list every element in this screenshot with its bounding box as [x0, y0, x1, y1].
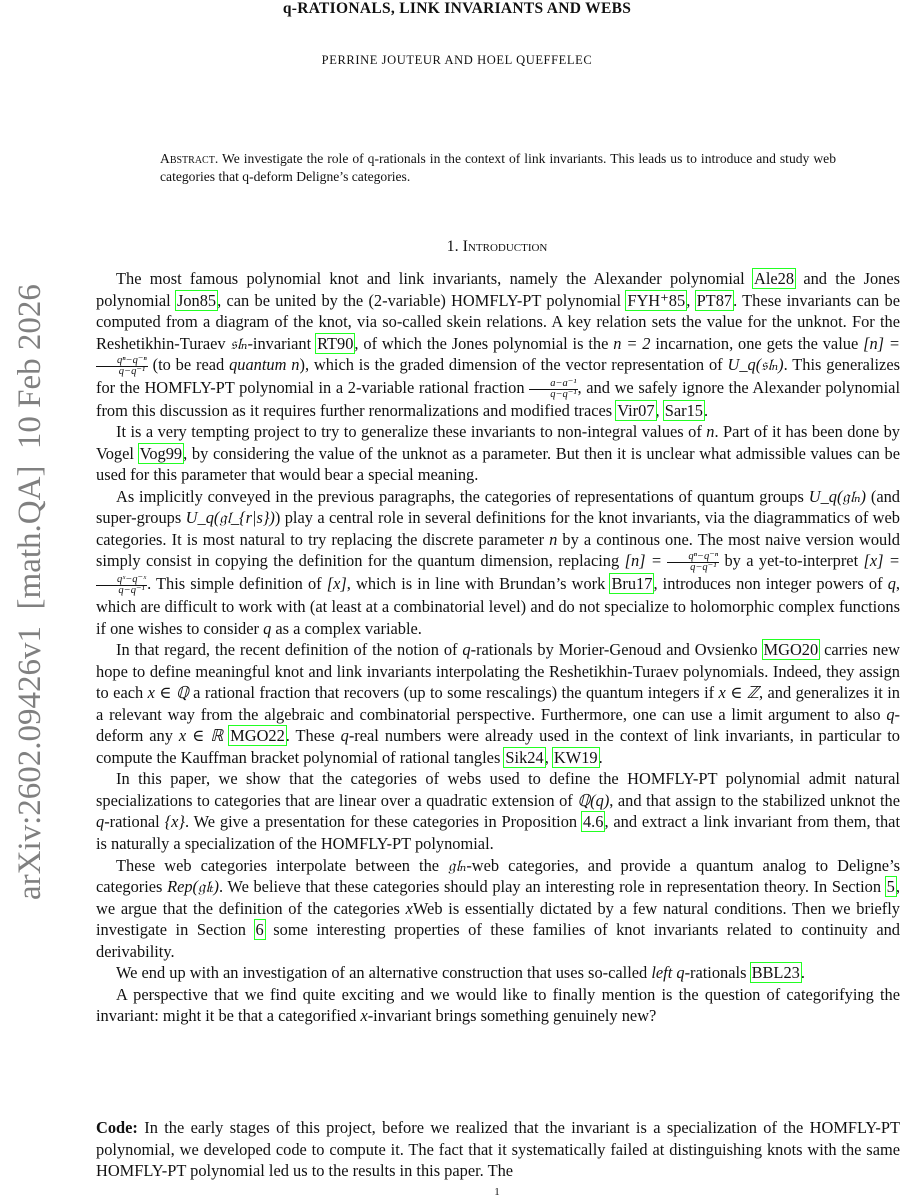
fraction: [96, 356, 148, 377]
text: -rationals by Morier-Genoud and Ovsienko: [470, 640, 763, 660]
text: , introduces non integer powers of: [653, 574, 888, 594]
math: n: [549, 529, 558, 549]
text: -invariant brings something genuinely new?: [367, 1006, 657, 1026]
math: n = 2: [613, 333, 651, 353]
citation-link[interactable]: MGO20: [763, 640, 819, 660]
code-paragraph: [96, 1117, 900, 1182]
citation-link[interactable]: KW19: [553, 747, 598, 767]
math: Rep(𝔤𝔩ₜ): [167, 877, 219, 897]
text: ), which is the graded dimension of the vector representation of: [299, 355, 728, 375]
introduction-body: [96, 268, 900, 1027]
text: As implicitly conveyed in the previous paragraphs, the categories of representations of quantum groups: [116, 486, 809, 506]
text: . This simple definition of: [147, 574, 327, 594]
math: q: [340, 726, 349, 746]
math: q: [96, 812, 105, 832]
denominator: q−q⁻¹: [118, 584, 145, 596]
text: ,: [686, 290, 696, 310]
numerator: qⁿ−q⁻ⁿ: [96, 356, 148, 367]
math: 𝔰𝔩ₙ: [230, 333, 248, 353]
text: -rationals: [684, 963, 751, 983]
text: -rational: [104, 812, 165, 832]
math: quantum n: [229, 355, 300, 375]
paragraph: [96, 962, 900, 984]
text: , and we safely ignore the Alexander polynomial from this discussion as it requires further renormalizations and modified traces: [96, 377, 900, 420]
code-text: In the early stages of this project, before we realized that the invariant is a specialization of the HOMFLY-PT polynomial, we developed code to compute it. The fact that it systematically failed at distinguishing knots with the same HOMFLY-PT polynomial led us to the results in this paper. The: [96, 1118, 900, 1181]
text: -deform any: [96, 704, 900, 746]
paper-authors: PERRINE JOUTEUR AND HOEL QUEFFELEC: [321, 53, 593, 67]
citation-link[interactable]: 6: [255, 920, 264, 940]
text: incarnation, one gets the value: [650, 333, 864, 353]
fraction: [667, 552, 719, 573]
citation-link[interactable]: Vir07: [617, 400, 655, 420]
math: n: [706, 422, 715, 442]
math: [x] =: [863, 551, 900, 571]
citation-link[interactable]: RT90: [317, 333, 354, 353]
citation-link[interactable]: Sar15: [664, 400, 703, 420]
math: [x]: [326, 574, 347, 594]
text: Web is essentially dictated by a few natural conditions. Then we briefly investigate in Section: [96, 898, 900, 940]
denominator: q−q⁻¹: [118, 365, 146, 377]
fraction: [96, 575, 147, 596]
text: . We give a presentation for these categories in Proposition: [184, 812, 582, 832]
section-heading: [0, 238, 914, 256]
citation-link[interactable]: PT87: [696, 290, 733, 310]
math: U_q(𝔤𝔩ₙ): [808, 486, 867, 506]
text: ,: [655, 400, 664, 420]
math: q: [887, 574, 896, 594]
text: by a yet-to-interpret: [719, 551, 864, 571]
text: .: [800, 963, 805, 983]
arxiv-stamp: arXiv:2602.09426v1 [math.QA] 10 Feb 2026: [12, 284, 48, 900]
text: ) play a central role in several definitions for the knot invariants, via the diagrammatics of web categories. It is most natural to try replacing the discrete parameter: [96, 508, 900, 549]
math: {x}: [164, 812, 185, 832]
text: . This generalizes for the HOMFLY-PT polynomial in a 2-variable rational fraction: [96, 355, 900, 397]
text: as a complex variable.: [271, 618, 422, 638]
text: and the Jones polynomial: [96, 269, 901, 310]
citation-link[interactable]: 5: [886, 877, 895, 897]
citation-link[interactable]: Bru17: [611, 574, 653, 594]
math: q: [886, 704, 895, 724]
math: U_q(𝔰𝔩ₙ): [727, 355, 784, 375]
text: In this paper, we show that the categories of webs used to define the HOMFLY-PT polynomial admit natural specializations to categories that are linear over a quadratic extension of: [96, 769, 900, 810]
math: x ∈ ℚ: [147, 683, 189, 703]
text: carries new hope to define meaningful knot and link invariants interpolating the Reshetikhin-Turaev polynomials. Indeed, they assign to each: [96, 640, 900, 703]
text: The most famous polynomial knot and link invariants, namely the Alexander polynomial: [116, 269, 753, 288]
section-number: 1.: [446, 238, 459, 255]
paragraph: [96, 768, 900, 854]
paragraph: [96, 268, 900, 421]
text: A perspective that we find quite exciting and we would like to finally mention is the question of categorifying the invariant: might it be that a categorified: [96, 984, 900, 1026]
citation-link[interactable]: Ale28: [753, 269, 795, 288]
text: , which are difficult to work with (at least at a combinatorial level) and do not specialize to holomorphic complex functions if one wishes to consider: [96, 574, 900, 638]
math: x ∈ ℝ: [178, 726, 224, 746]
numerator: qⁿ−q⁻ⁿ: [667, 552, 719, 563]
paragraph: [96, 984, 900, 1027]
page-number: 1: [494, 1186, 500, 1198]
citation-link[interactable]: Jon85: [176, 290, 217, 310]
denominator: q−q⁻¹: [550, 388, 577, 400]
citation-link[interactable]: Sik24: [505, 747, 544, 767]
code-label: Code:: [96, 1118, 138, 1137]
math: q: [462, 640, 471, 660]
denominator: q−q⁻¹: [690, 562, 717, 574]
text: -web categories, and provide a quantum analog to Deligne’s categories: [96, 855, 900, 897]
text: , which is in line with Brundan’s work: [346, 574, 611, 594]
text: , and extract a link invariant from them, that is naturally a specialization of the HOMFLY-PT polynomial.: [96, 812, 900, 853]
paragraph: [96, 421, 900, 486]
text: . These: [285, 726, 341, 746]
numerator: qˣ−q⁻ˣ: [96, 575, 147, 586]
citation-link[interactable]: BBL23: [751, 963, 800, 983]
numerator: a−a⁻¹: [529, 379, 577, 390]
math: U_q(𝔤𝔩_{r|s}): [185, 508, 275, 528]
text: .: [598, 747, 603, 767]
text: (and super-groups: [96, 486, 900, 528]
math: [n] =: [863, 333, 900, 353]
abstract-label: Abstract.: [160, 151, 219, 166]
text: a rational fraction that recovers (up to some rescalings) the quantum integers if: [188, 683, 719, 703]
citation-link[interactable]: FYH⁺85: [627, 290, 686, 310]
text: We end up with an investigation of an alternative construction that uses so-called: [116, 963, 652, 983]
text: ,: [544, 747, 553, 767]
paragraph: [96, 855, 900, 963]
paragraph: [96, 486, 900, 639]
text: , can be united by the (2-variable) HOMFLY-PT polynomial: [217, 290, 627, 310]
text: , and generalizes it in a relevant way from the algebraic and combinatorial perspective. Furthermore, one can use a limit argument to also: [96, 683, 900, 724]
text: by a continous one. The most naive version would simply consist in copying the definition for the quantum dimension, replacing: [96, 529, 900, 571]
text: (to be read: [147, 355, 230, 375]
fraction: [529, 379, 577, 400]
text: These web categories interpolate between the: [116, 855, 449, 875]
text: . We believe that these categories should play an interesting role in representation theory. In Section: [219, 877, 886, 897]
math: [n] =: [624, 551, 668, 571]
math: left q: [651, 963, 685, 983]
paragraph: [96, 639, 900, 768]
text: It is a very tempting project to try to generalize these invariants to non-integral values of: [116, 422, 707, 442]
text: , by considering the value of the unknot as a parameter. But then it is unclear what admissible values can be used for this parameter that would bear a special meaning.: [96, 443, 900, 485]
text: , we argue that the definition of the categories: [96, 877, 900, 918]
math: q: [263, 618, 272, 638]
text: -invariant: [247, 333, 317, 353]
math: ℚ(q): [577, 790, 610, 810]
text: -real numbers were already used in the context of link invariants, in particular to compute the Kauffman bracket polynomial of rational tangles: [96, 726, 900, 767]
math: x: [360, 1006, 368, 1026]
text: . Part of it has been done by Vogel: [96, 422, 900, 463]
citation-link[interactable]: Vog99: [139, 443, 183, 463]
math: x: [405, 898, 413, 918]
text: In that regard, the recent definition of the notion of: [116, 640, 463, 660]
abstract-text: We investigate the role of q-rationals in the context of link invariants. This leads us to introduce and study web categories that q-deform Deligne’s categories.: [160, 151, 836, 184]
math: x ∈ ℤ: [718, 683, 759, 703]
math: 𝔤𝔩ₙ: [448, 855, 467, 875]
paper-title: q-RATIONALS, LINK INVARIANTS AND WEBS: [282, 0, 632, 17]
citation-link[interactable]: MGO22: [230, 726, 285, 746]
abstract: [160, 150, 836, 186]
text: . These invariants can be computed from a diagram of the knot, via so-called skein relations. A key relation sets the value for the unknot. For the Reshetikhin-Turaev: [96, 290, 900, 353]
text: some interesting properties of these families of knot invariants related to continuity and derivability.: [96, 920, 900, 961]
text: , and that assign to the stabilized unknot the: [609, 790, 900, 810]
section-title: Introduction: [462, 238, 548, 255]
text: , of which the Jones polynomial is the: [354, 333, 614, 353]
text: .: [703, 400, 709, 420]
citation-link[interactable]: 4.6: [582, 812, 604, 832]
